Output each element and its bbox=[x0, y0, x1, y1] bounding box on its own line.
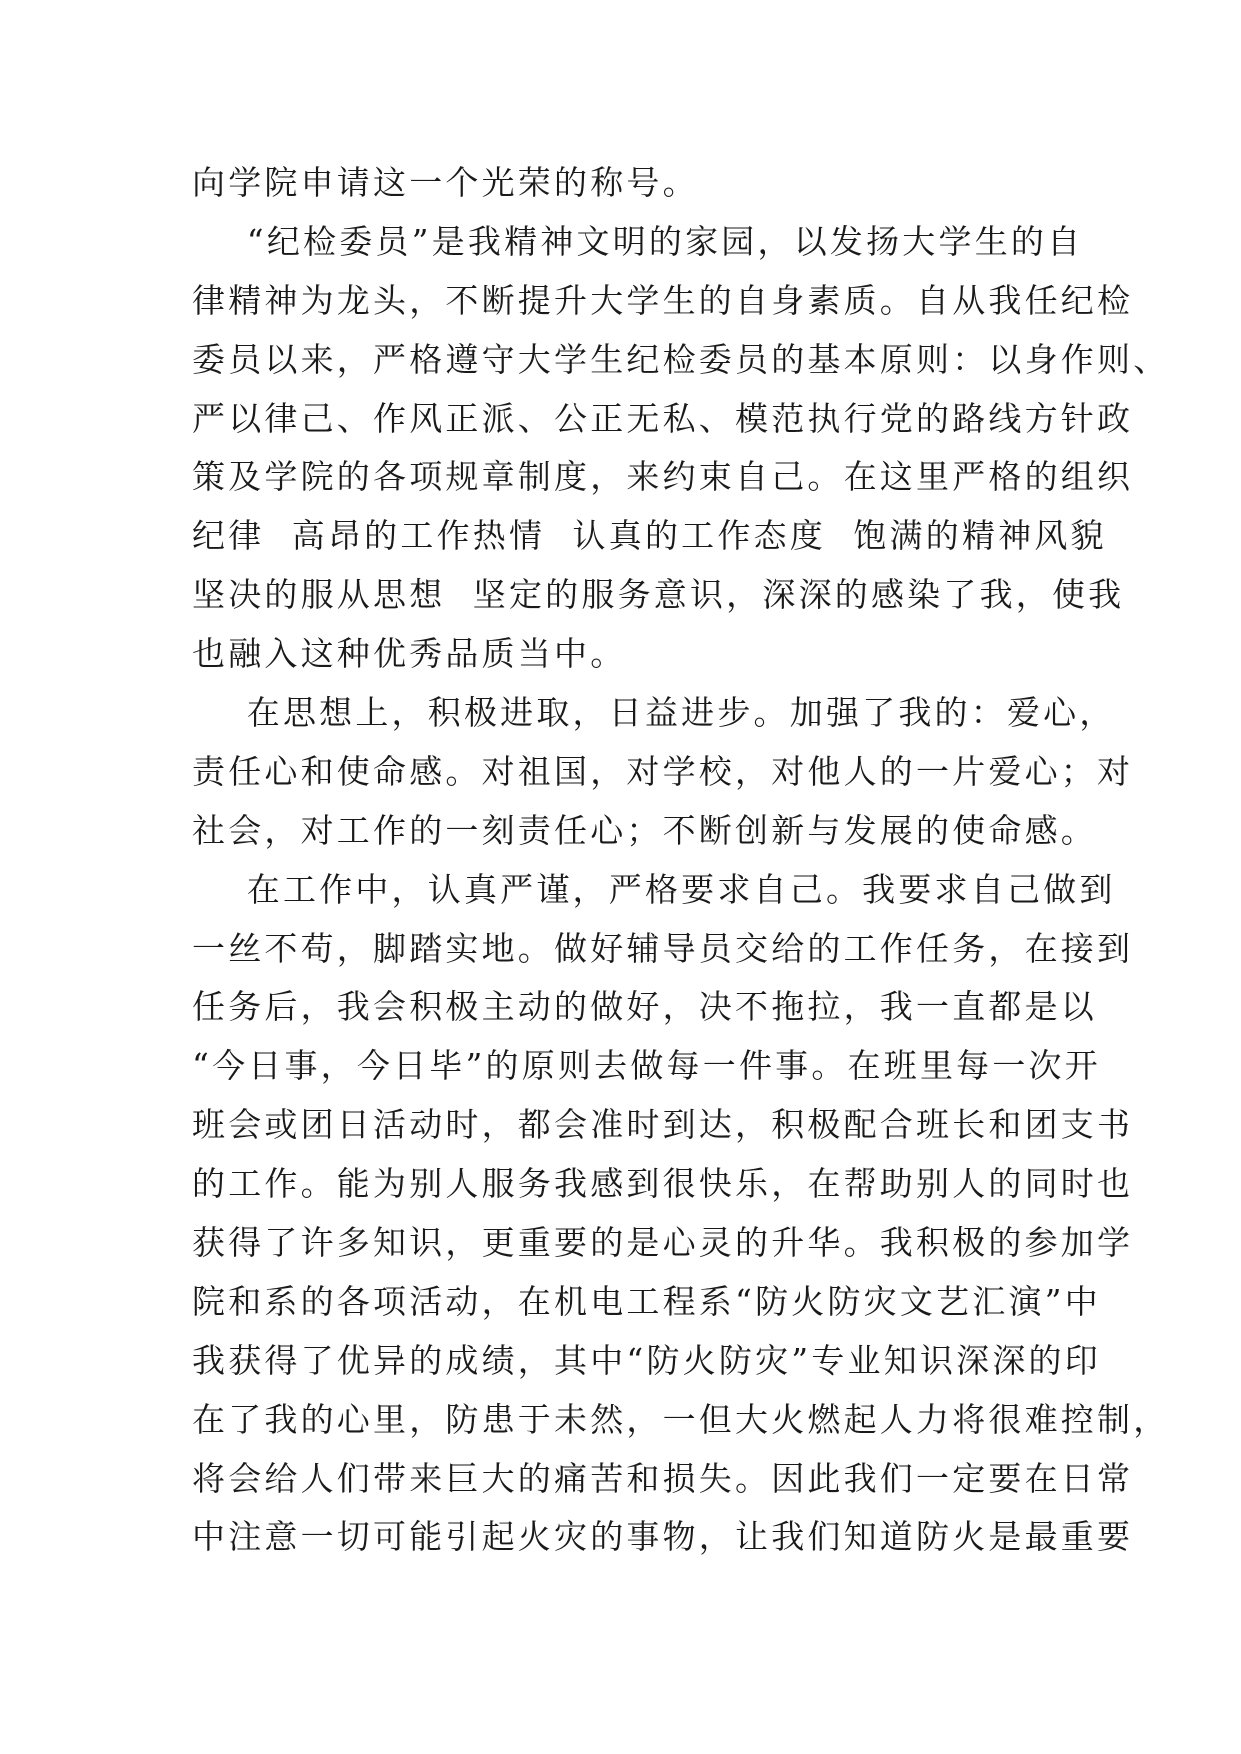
text-line: 委员以来，严格遵守大学生纪检委员的基本原则：以身作则、 bbox=[192, 339, 1170, 379]
text-line: 律精神为龙头，不断提升大学生的自身素质。自从我任纪检 bbox=[192, 280, 1134, 320]
text-line: 坚决的服从思想 坚定的服务意识，深深的感染了我，使我 bbox=[192, 575, 1125, 615]
text-line: 院和系的各项活动，在机电工程系“防火防灾文艺汇演”中 bbox=[192, 1281, 1101, 1321]
text-line: 在思想上，积极进取，日益进步。加强了我的：爱心， bbox=[192, 693, 1116, 733]
text-line: 获得了许多知识，更重要的是心灵的升华。我积极的参加学 bbox=[192, 1223, 1134, 1263]
text-line: 社会，对工作的一刻责任心；不断创新与发展的使命感。 bbox=[192, 810, 1097, 850]
text-line: 在了我的心里，防患于未然，一但大火燃起人力将很难控制， bbox=[192, 1399, 1170, 1439]
text-line: 中注意一切可能引起火灾的事物，让我们知道防火是最重要 bbox=[192, 1517, 1134, 1557]
text-line: “今日事，今日毕”的原则去做每一件事。在班里每一次开 bbox=[192, 1046, 1101, 1086]
text-line: 也融入这种优秀品质当中。 bbox=[192, 634, 627, 674]
text-line: 班会或团日活动时，都会准时到达，积极配合班长和团支书 bbox=[192, 1105, 1134, 1145]
text-line: 任务后，我会积极主动的做好，决不拖拉，我一直都是以 bbox=[192, 987, 1097, 1027]
text-line: 严以律己、作风正派、公正无私、模范执行党的路线方针政 bbox=[192, 398, 1134, 438]
text-line: 策及学院的各项规章制度，来约束自己。在这里严格的组织 bbox=[192, 457, 1134, 497]
text-line: 一丝不苟，脚踏实地。做好辅导员交给的工作任务，在接到 bbox=[192, 928, 1134, 968]
text-line: 责任心和使命感。对祖国，对学校，对他人的一片爱心；对 bbox=[192, 751, 1134, 791]
text-line: 在工作中，认真严谨，严格要求自己。我要求自己做到 bbox=[192, 869, 1116, 909]
text-line: 我获得了优异的成绩，其中“防火防灾”专业知识深深的印 bbox=[192, 1340, 1101, 1380]
text-line: 将会给人们带来巨大的痛苦和损失。因此我们一定要在日常 bbox=[192, 1458, 1134, 1498]
text-line: 的工作。能为别人服务我感到很快乐，在帮助别人的同时也 bbox=[192, 1164, 1134, 1204]
text-line: “纪检委员”是我精神文明的家园，以发扬大学生的自 bbox=[192, 221, 1084, 261]
body-text bbox=[192, 154, 1170, 1567]
text-line: 纪律 高昂的工作热情 认真的工作态度 饱满的精神风貌 bbox=[192, 516, 1107, 556]
text-line: 向学院申请这一个光荣的称号。 bbox=[192, 163, 699, 202]
